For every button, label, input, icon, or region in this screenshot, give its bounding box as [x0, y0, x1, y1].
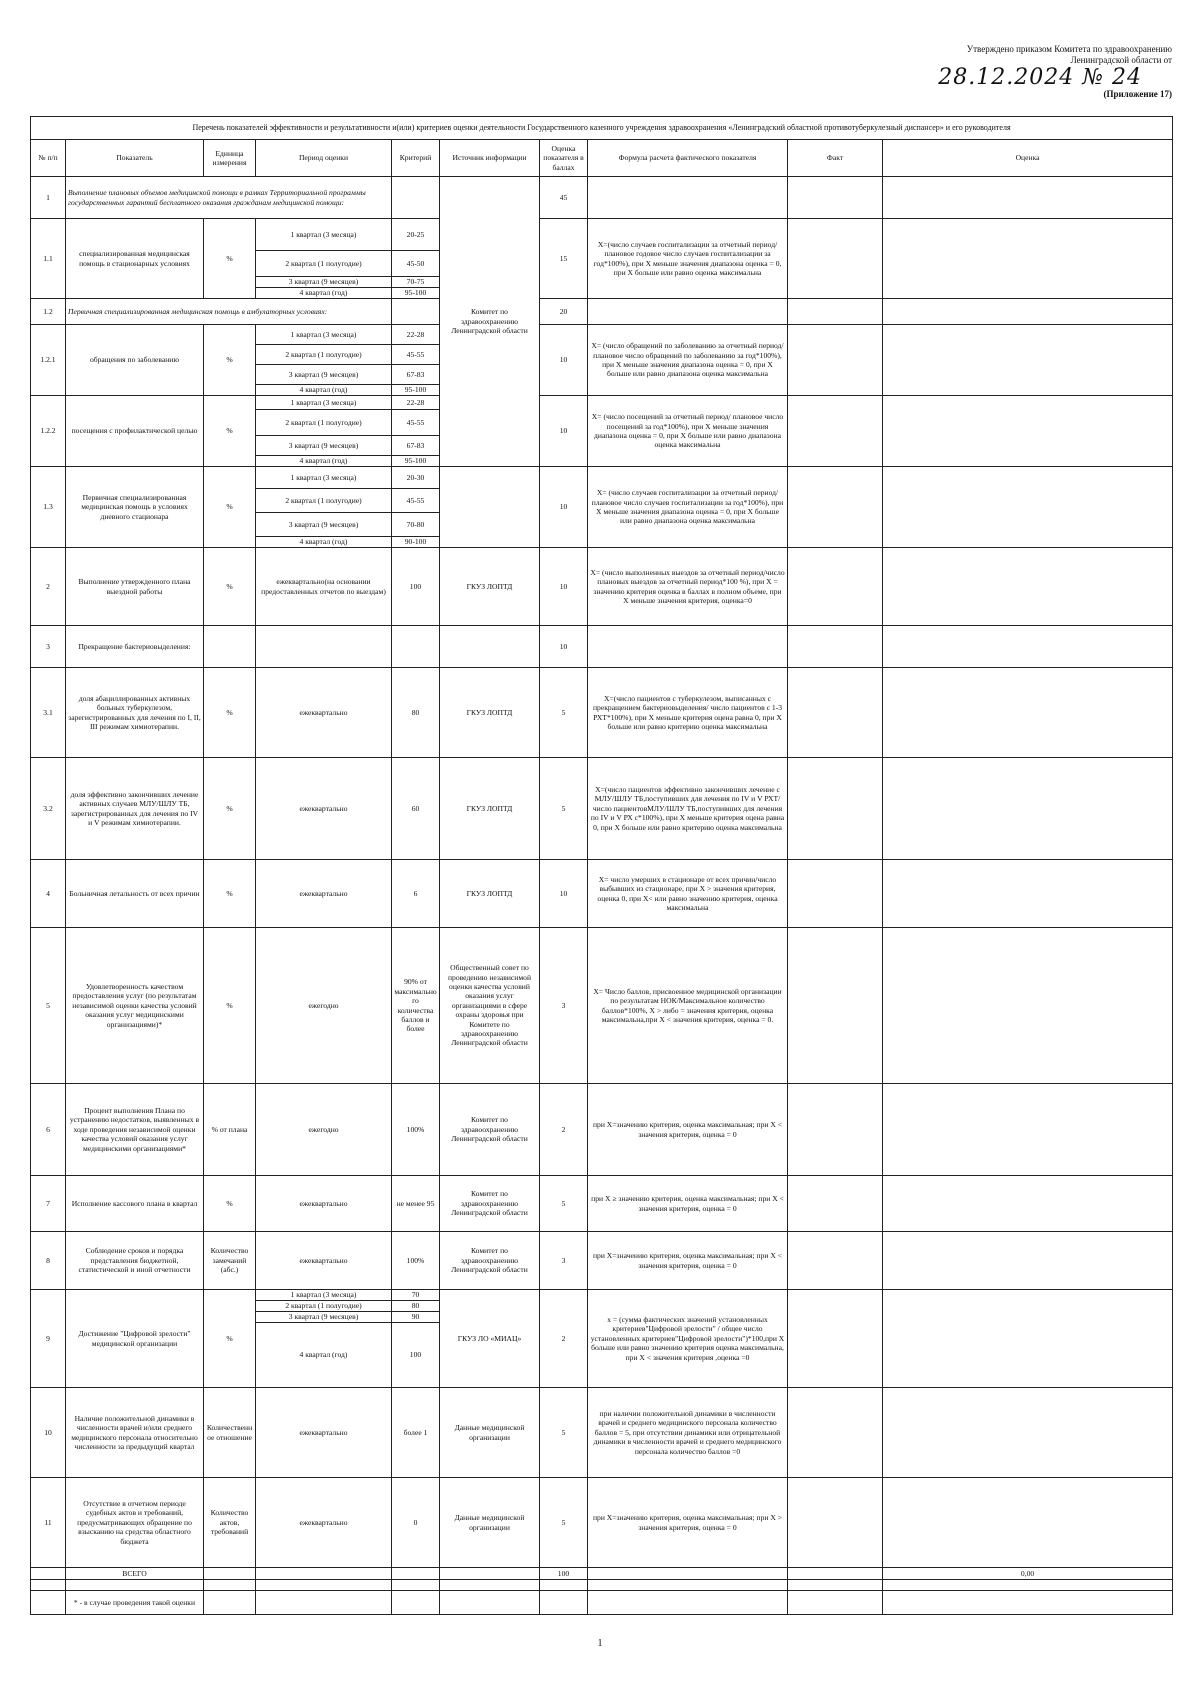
table-row: [31, 548, 1173, 626]
row-criterion: 22-28: [392, 396, 440, 410]
approval-header: [850, 44, 1172, 100]
footnote-text: * - в случае проведения такой оценки: [66, 1591, 204, 1615]
row-num: 1.2: [31, 299, 66, 325]
row-criterion: 90-100: [392, 537, 440, 548]
row-criterion: 80: [392, 668, 440, 758]
row-indicator: доля эффективно закончивших лечение активных случаев МЛУ/ШЛУ ТБ, зарегистрированных для лечения по IV и V режимам химиотерапии.: [66, 758, 204, 860]
row-period: 4 квартал (год): [256, 537, 392, 548]
row-fact: [788, 1084, 883, 1176]
row-fact: [788, 396, 883, 467]
col-header-formula: Формула расчета фактического показателя: [588, 140, 788, 177]
row-num: 6: [31, 1084, 66, 1176]
row-source: Комитет по здравоохранению Ленинградской области: [440, 1176, 540, 1232]
row-indicator: Наличие положительной динамики в численности врачей и/или среднего медицинского персонала относительно численности за предыдущий квартал: [66, 1388, 204, 1478]
row-source: Данные медицинской организации: [440, 1478, 540, 1568]
footnote-row: [31, 1591, 1173, 1615]
row-rating: [883, 758, 1173, 860]
row-unit: %: [204, 219, 256, 299]
row-period: 4 квартал (год): [256, 385, 392, 396]
row-unit: %: [204, 668, 256, 758]
row-fact: [788, 1478, 883, 1568]
table-header-row: [31, 140, 1173, 177]
row-indicator: Первичная специализированная медицинская помощь в амбулаторных условиях:: [66, 299, 392, 325]
row-indicator: Отсутствие в отчетном периоде судебных актов и требований, предусматривающих обращение по взысканию на средства областного бюджета: [66, 1478, 204, 1568]
row-period: 1 квартал (3 месяца): [256, 396, 392, 410]
row-num: 2: [31, 548, 66, 626]
row-period: [256, 1568, 392, 1580]
row-criterion: 95-100: [392, 288, 440, 299]
row-formula: [588, 1568, 788, 1580]
row-unit: [204, 626, 256, 668]
table-row: [31, 177, 1173, 219]
row-formula: [588, 626, 788, 668]
row-formula: [588, 177, 788, 219]
row-criterion: 100%: [392, 1232, 440, 1290]
approval-line-1: Утверждено приказом Комитета по здравоохранению: [966, 44, 1172, 54]
row-criterion: 6: [392, 860, 440, 928]
table-row: [31, 325, 1173, 345]
row-indicator: Достижение "Цифровой зрелости" медицинской организации: [66, 1290, 204, 1388]
row-num: 3.2: [31, 758, 66, 860]
row-rating: [883, 396, 1173, 467]
total-label: ВСЕГО: [66, 1568, 204, 1580]
row-rating: [883, 548, 1173, 626]
row-period: ежеквартально: [256, 1232, 392, 1290]
table-row: [31, 1232, 1173, 1290]
row-fact: [788, 325, 883, 396]
row-score: 5: [540, 1388, 588, 1478]
row-score: 15: [540, 219, 588, 299]
row-indicator: обращения по заболеванию: [66, 325, 204, 396]
col-header-period: Период оценки: [256, 140, 392, 177]
row-unit: %: [204, 860, 256, 928]
row-formula: X=(число пациентов эффективно закончивших лечение с МЛУ/ШЛУ ТБ,поступивших для лечения по IV и V РХТ/ число пациентовМЛУ/ШЛУ ТБ,поступивших для лечения по IV и V РХ с*100%), при X меньше критерия оцена равна 0, при X больше или равно критерию оценка максимальна: [588, 758, 788, 860]
row-period: 1 квартал (3 месяца): [256, 219, 392, 251]
page-number: 1: [597, 1638, 603, 1649]
row-rating: [883, 467, 1173, 548]
row-period: 2 квартал (1 полугодие): [256, 489, 392, 513]
row-formula: X=(число пациентов с туберкулезом, выписанных с прекращением бактериовыделения/ число пациентов с 1-3 РХТ*100%), при X меньше критерия оцена равна 0, при X больше или равно критерию оценка максимальна: [588, 668, 788, 758]
row-fact: [788, 1388, 883, 1478]
row-criterion: 100: [392, 548, 440, 626]
row-fact: [788, 1290, 883, 1388]
row-criterion: 67-83: [392, 365, 440, 385]
row-period: 3 квартал (9 месяцев): [256, 365, 392, 385]
row-score: 2: [540, 1084, 588, 1176]
row-criterion: не менее 95: [392, 1176, 440, 1232]
row-num: 11: [31, 1478, 66, 1568]
row-period: 3 квартал (9 месяцев): [256, 513, 392, 537]
row-fact: [788, 548, 883, 626]
row-unit: [204, 1568, 256, 1580]
row-score: 10: [540, 396, 588, 467]
col-header-indicator: Показатель: [66, 140, 204, 177]
row-fact: [788, 928, 883, 1084]
row-indicator: Прекращение бактериовыделения:: [66, 626, 204, 668]
row-num: 9: [31, 1290, 66, 1388]
table-row: [31, 668, 1173, 758]
row-criterion: [392, 299, 440, 325]
row-unit: % от плана: [204, 1084, 256, 1176]
row-period: ежегодно: [256, 928, 392, 1084]
col-header-criterion: Критерий: [392, 140, 440, 177]
row-indicator: Выполнение плановых объемов медицинской помощи в рамках Территориальной программы государственных гарантий бесплатного оказания гражданам медицинской помощи:: [66, 177, 392, 219]
row-score: 20: [540, 299, 588, 325]
row-period: 4 квартал (год): [256, 456, 392, 467]
col-header-rating: Оценка: [883, 140, 1173, 177]
row-criterion: [392, 1568, 440, 1580]
row-score: 10: [540, 467, 588, 548]
row-num: 3.1: [31, 668, 66, 758]
row-criterion: 70-80: [392, 513, 440, 537]
row-score: 10: [540, 548, 588, 626]
row-period: ежеквартально: [256, 1478, 392, 1568]
table-caption: Перечень показателей эффективности и результативности и(или) критериев оценки деятельности Государственного казенного учреждения здравоохранения «Ленинградский областной противотуберкулезный диспансер» и его руководителя: [31, 117, 1173, 140]
row-period: 4 квартал (год): [256, 288, 392, 299]
row-rating: [883, 1176, 1173, 1232]
row-score: 10: [540, 325, 588, 396]
row-criterion: 60: [392, 758, 440, 860]
table-row: [31, 1084, 1173, 1176]
row-num: 1: [31, 177, 66, 219]
row-formula: при X ≥ значению критерия, оценка максимальная; при X < значения критерия, оценка = 0: [588, 1176, 788, 1232]
row-num: 8: [31, 1232, 66, 1290]
row-criterion: 100: [392, 1323, 440, 1388]
row-period: ежегодно: [256, 1084, 392, 1176]
row-formula: при X=значению критерия, оценка максимальная; при X < значения критерия, оценка = 0: [588, 1084, 788, 1176]
row-score: 10: [540, 860, 588, 928]
row-source: [440, 626, 540, 668]
row-rating: [883, 928, 1173, 1084]
row-period: [256, 626, 392, 668]
row-source: ГКУЗ ЛОПТД: [440, 860, 540, 928]
row-score: 3: [540, 1232, 588, 1290]
table-row: [31, 396, 1173, 410]
row-formula: при наличии положительной динамики в численности врачей и среднего медицинского персонала количество баллов = 5, при отсутствии динамики или отрицательной динамики в численности врачей и среднего медицинского персонала количество баллов =0: [588, 1388, 788, 1478]
row-source: Общественный совет по проведению независимой оценки качества условий оказания услуг организациями в сфере охраны здоровья при Комитете по здравоохранению Ленинградской области: [440, 928, 540, 1084]
row-rating: [883, 1478, 1173, 1568]
row-num: 7: [31, 1176, 66, 1232]
table-row: [31, 467, 1173, 489]
row-num: 1.2.1: [31, 325, 66, 396]
row-formula: X=(число случаев госпитализации за отчетный период/ плановое годовое число случаев госпитализации за год*100%), при X меньше значения диапазона оценка = 0, при X больше или равно оценка максимальна: [588, 219, 788, 299]
row-criterion: [392, 177, 440, 219]
row-rating: [883, 219, 1173, 299]
row-period: ежеквартально: [256, 860, 392, 928]
row-criterion: 45-50: [392, 251, 440, 277]
row-period: 3 квартал (9 месяцев): [256, 277, 392, 288]
row-fact: [788, 758, 883, 860]
row-fact: [788, 860, 883, 928]
row-criterion: 20-25: [392, 219, 440, 251]
indicators-table: [30, 116, 1173, 1615]
row-criterion: 22-28: [392, 325, 440, 345]
table-row: [31, 219, 1173, 251]
row-score: 3: [540, 928, 588, 1084]
row-indicator: Первичная специализированная медицинская помощь в условиях дневного стационара: [66, 467, 204, 548]
row-criterion: 95-100: [392, 456, 440, 467]
row-score: 45: [540, 177, 588, 219]
row-fact: [788, 177, 883, 219]
table-row: [31, 1290, 1173, 1301]
row-source: Комитет по здравоохранению Ленинградской области: [440, 177, 540, 467]
row-num: 1.1: [31, 219, 66, 299]
row-fact: [788, 219, 883, 299]
row-source: Комитет по здравоохранению Ленинградской области: [440, 1084, 540, 1176]
row-formula: X= Число баллов, присвоенное медицинской организации по результатам НОК/Максимальное количество баллов*100%, X > либо = значения критерия, оценка максимальна,при X < значения критерия, оценка = 0.: [588, 928, 788, 1084]
row-indicator: Больничная летальность от всех причин: [66, 860, 204, 928]
col-header-source: Источник информации: [440, 140, 540, 177]
row-unit: %: [204, 325, 256, 396]
row-num: 3: [31, 626, 66, 668]
row-period: 2 квартал (1 полугодие): [256, 345, 392, 365]
row-score: 5: [540, 1478, 588, 1568]
row-unit: %: [204, 548, 256, 626]
row-period: 1 квартал (3 месяца): [256, 1290, 392, 1301]
row-rating: [883, 1290, 1173, 1388]
row-indicator: посещения с профилактической целью: [66, 396, 204, 467]
row-criterion: [392, 626, 440, 668]
row-fact: [788, 668, 883, 758]
row-source: Комитет по здравоохранению Ленинградской области: [440, 1232, 540, 1290]
col-header-unit: Единица измерения: [204, 140, 256, 177]
row-period: 2 квартал (1 полугодие): [256, 1301, 392, 1312]
row-rating: [883, 1232, 1173, 1290]
row-formula: X= (число обращений по заболеванию за отчетный период/ плановое число обращений по заболеванию за год*100%), при X меньше значения диапазона оценка = 0, при X больше или равно диапазона оценка максимальна: [588, 325, 788, 396]
table-row: [31, 928, 1173, 1084]
row-score: 2: [540, 1290, 588, 1388]
row-indicator: Удовлетворенность качеством предоставления услуг (по результатам независимой оценки качества условий оказания услуг медицинскими организациями)*: [66, 928, 204, 1084]
table-row: [31, 1388, 1173, 1478]
row-rating: [883, 1084, 1173, 1176]
row-source: ГКУЗ ЛО «МИАЦ»: [440, 1290, 540, 1388]
row-period: ежеквартально: [256, 1388, 392, 1478]
row-num: 5: [31, 928, 66, 1084]
row-formula: при X=значению критерия, оценка максимальная; при X > значения критерия, оценка = 0: [588, 1478, 788, 1568]
row-criterion: 90: [392, 1312, 440, 1323]
row-criterion: 45-55: [392, 410, 440, 436]
row-period: ежеквартально: [256, 668, 392, 758]
row-formula: [588, 299, 788, 325]
row-period: 3 квартал (9 месяцев): [256, 436, 392, 456]
row-score: 5: [540, 758, 588, 860]
row-unit: %: [204, 1176, 256, 1232]
row-fact: [788, 626, 883, 668]
row-num: [31, 1591, 66, 1615]
row-rating: [883, 860, 1173, 928]
row-num: 10: [31, 1388, 66, 1478]
row-fact: [788, 1176, 883, 1232]
row-criterion: более 1: [392, 1388, 440, 1478]
row-indicator: Процент выполнения Плана по устранению недостатков, выявленных в ходе проведения независимой оценки качества условий оказания услуг медицинскими организациями*: [66, 1084, 204, 1176]
row-period: 2 квартал (1 полугодие): [256, 410, 392, 436]
total-result: 0,00: [883, 1568, 1173, 1580]
row-period: 4 квартал (год): [256, 1323, 392, 1388]
row-score: 10: [540, 626, 588, 668]
row-period: ежеквартально: [256, 758, 392, 860]
row-rating: [883, 177, 1173, 219]
row-formula: X= (число случаев госпитализации за отчетный период/ плановое число случаев госпитализации за год*100%), при X меньше значения диапазона оценка = 0, при X больше или равно диапазона оценка максимальна: [588, 467, 788, 548]
row-fact: [788, 299, 883, 325]
table-row: [31, 1580, 1173, 1591]
row-period: 1 квартал (3 месяца): [256, 325, 392, 345]
row-formula: при X=значению критерия, оценка максимальная; при X < значения критерия, оценка = 0: [588, 1232, 788, 1290]
col-header-score: Оценка показателя в баллах: [540, 140, 588, 177]
row-unit: Количество актов, требований: [204, 1478, 256, 1568]
row-criterion: 95-100: [392, 385, 440, 396]
row-criterion: 90% от максимального количества баллов и более: [392, 928, 440, 1084]
row-indicator: специализированная медицинская помощь в стационарных условиях: [66, 219, 204, 299]
row-indicator: доля абациллированных активных больных туберкулезом, зарегистрированных для лечения по I, II, III режимам химиотерапии.: [66, 668, 204, 758]
row-rating: [883, 626, 1173, 668]
row-unit: Количество замечаний (абс.): [204, 1232, 256, 1290]
row-fact: [788, 1568, 883, 1580]
row-criterion: 70-75: [392, 277, 440, 288]
row-unit: %: [204, 396, 256, 467]
row-fact: [788, 467, 883, 548]
row-source: ГКУЗ ЛОПТД: [440, 548, 540, 626]
row-source: [440, 1568, 540, 1580]
row-source: ГКУЗ ЛОПТД: [440, 758, 540, 860]
table-row: [31, 758, 1173, 860]
table-row: [31, 1176, 1173, 1232]
row-num: [31, 1568, 66, 1580]
row-unit: %: [204, 928, 256, 1084]
row-source: Данные медицинской организации: [440, 1388, 540, 1478]
row-formula: X= (число посещений за отчетный период/ плановое число посещений за год*100%), при X меньше значения диапазона оценка = 0, при X больше или равно диапазона оценка максимальна: [588, 396, 788, 467]
row-formula: X= (число выполненных выездов за отчетный период/число плановых выездов за отчетный период*100 %), при X = значению критерия оценка в баллах в полном объеме, при X меньше значения критерия, оценка=0: [588, 548, 788, 626]
row-period: 1 квартал (3 месяца): [256, 467, 392, 489]
table-caption-row: [31, 117, 1173, 140]
row-indicator: Соблюдение сроков и порядка представления бюджетной, статистической и иной отчетности: [66, 1232, 204, 1290]
table-row: [31, 1478, 1173, 1568]
table-row: [31, 299, 1173, 325]
row-formula: X= число умерших в стационаре от всех причин/число выбывших из стационаре, при X > значения критерия, оценка 0, при X< или равно значению критерия, оценка максимальна: [588, 860, 788, 928]
row-criterion: 20-30: [392, 467, 440, 489]
row-fact: [788, 1232, 883, 1290]
appendix-label: (Приложение 17): [1103, 89, 1172, 99]
row-criterion: 100%: [392, 1084, 440, 1176]
row-criterion: 67-83: [392, 436, 440, 456]
row-period: 2 квартал (1 полугодие): [256, 251, 392, 277]
row-criterion: 45-55: [392, 489, 440, 513]
row-criterion: 80: [392, 1301, 440, 1312]
total-row: [31, 1568, 1173, 1580]
row-criterion: 0: [392, 1478, 440, 1568]
row-indicator: Исполнение кассового плана в квартал: [66, 1176, 204, 1232]
row-period: ежеквартально(на основании предоставленных отчетов по выездам): [256, 548, 392, 626]
row-rating: [883, 1388, 1173, 1478]
row-source: ГКУЗ ЛОПТД: [440, 668, 540, 758]
row-period: ежеквартально: [256, 1176, 392, 1232]
row-num: 4: [31, 860, 66, 928]
row-period: 3 квартал (9 месяцев): [256, 1312, 392, 1323]
row-score: 5: [540, 1176, 588, 1232]
row-criterion: 45-55: [392, 345, 440, 365]
row-indicator: Выполнение утвержденного плана выездной работы: [66, 548, 204, 626]
row-rating: [883, 668, 1173, 758]
row-num: 1.2.2: [31, 396, 66, 467]
table-row: [31, 626, 1173, 668]
row-criterion: 70: [392, 1290, 440, 1301]
col-header-fact: Факт: [788, 140, 883, 177]
row-unit: Количественное отношение: [204, 1388, 256, 1478]
row-source: [440, 467, 540, 548]
row-unit: %: [204, 467, 256, 548]
row-num: 1.3: [31, 467, 66, 548]
table-row: [31, 860, 1173, 928]
row-rating: [883, 325, 1173, 396]
approval-line-2: Ленинградской области от: [1070, 55, 1172, 65]
row-formula: x = (сумма фактических значений установленных критериев"Цифровой зрелости" / общее число установленных критериев"Цифровой зрелости")*100,при X больше или равно значению критерия оценка максимальна, при X < значения критерия ,оценка =0: [588, 1290, 788, 1388]
row-rating: [883, 299, 1173, 325]
row-unit: %: [204, 758, 256, 860]
total-score: 100: [540, 1568, 588, 1580]
col-header-num: № п/п: [31, 140, 66, 177]
row-unit: %: [204, 1290, 256, 1388]
row-score: 5: [540, 668, 588, 758]
handwritten-date-signature: 28.12.2024 № 24: [938, 65, 1142, 90]
